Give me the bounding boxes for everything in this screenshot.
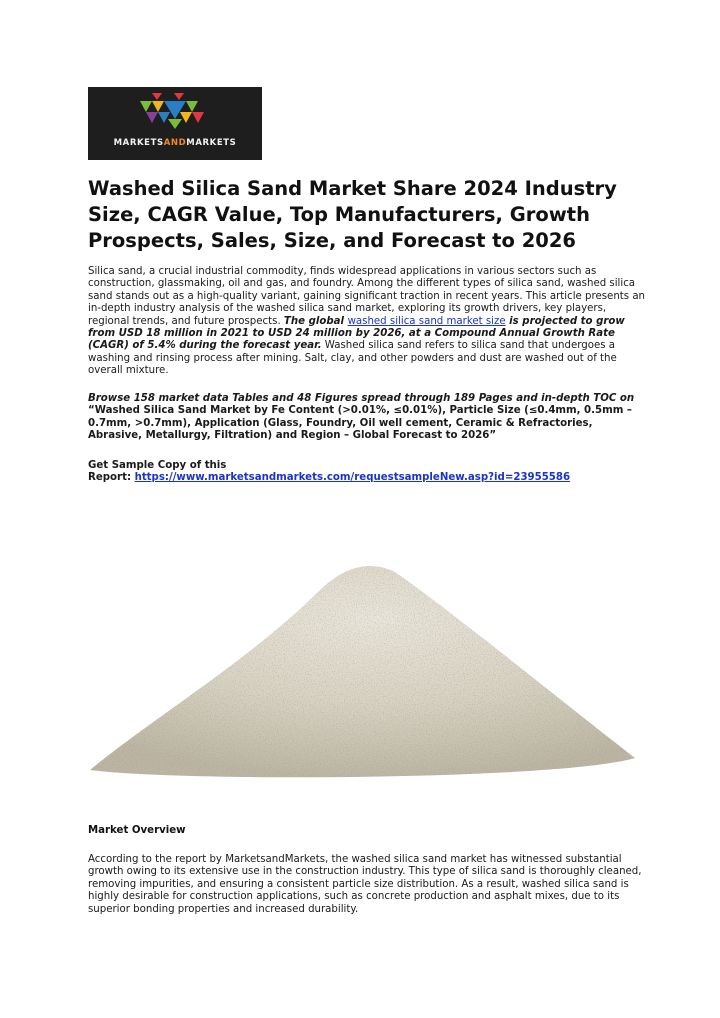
browse-italic: Browse 158 market data Tables and 48 Figures spread through 189 Pages and in-depth TOC on [88, 393, 635, 404]
browse-paragraph [88, 393, 648, 443]
intro-bold-2: is projected to grow from USD 18 million in 2021 to USD 24 million by 2026, at a Compound Annual Growth Rate (CAGR) of 5.4% during the forecast year. [88, 315, 625, 352]
sample-label: Report: [88, 472, 135, 484]
market-size-link[interactable]: washed silica sand market size [347, 315, 506, 327]
intro-text-2: Washed silica sand refers to silica sand that undergoes a washing and rinsing process after mining. Salt, clay, and other powders and dust are washed out of the overall mixture. [88, 340, 617, 377]
intro-bold-1: The global [283, 315, 348, 327]
marketsandmarkets-logo [88, 87, 262, 160]
page-title: Washed Silica Sand Market Share 2024 Industry Size, CAGR Value, Top Manufacturers, Growth Prospects, Sales, Size, and Forecast to 2026 [88, 177, 617, 252]
sample-line1: Get Sample Copy of this [88, 460, 227, 471]
market-overview-paragraph: According to the report by MarketsandMarkets, the washed silica sand market has witnessed substantial growth owing to its extensive use in the construction industry. This type of silica sand is thoroughly cleaned, removing impurities, and ensuring a consistent particle size distribution. As a result, washed silica sand is highly desirable for construction applications, such as concrete production and asphalt mixes, due to its superior bonding properties and increased durability. [88, 854, 642, 915]
silica-sand-pile-image [90, 530, 635, 780]
sample-report-link[interactable]: https://www.marketsandmarkets.com/requestsampleNew.asp?id=23955586 [134, 472, 571, 484]
logo-wordmark: MARKETSANDMARKETS [113, 138, 237, 148]
intro-text-1: Silica sand, a crucial industrial commodity, finds widespread applications in various sectors such as construction, glassmaking, oil and gas, and foundry. Among the different types of silica sand, washed silica sand stands out as a high-quality variant, gaining significant traction in recent years. This article presents an in-depth industry analysis of the washed silica sand market, exploring its growth drivers, key players, regional trends, and future prospects. [88, 266, 646, 327]
logo-triangles-icon [88, 87, 262, 160]
intro-paragraph [88, 266, 648, 378]
browse-rest: “Washed Silica Sand Market by Fe Content (>0.01%, ≤0.01%), Particle Size (≤0.4mm, 0.5mm – 0.7mm, >0.7mm), Application (Glass, Foundry, Oil well cement, Ceramic & Refractories, Abrasive, Metallurgy, Filtration) and Region – Global Forecast to 2026” [88, 405, 632, 442]
sample-paragraph [88, 460, 648, 485]
market-overview-heading: Market Overview [88, 825, 186, 836]
